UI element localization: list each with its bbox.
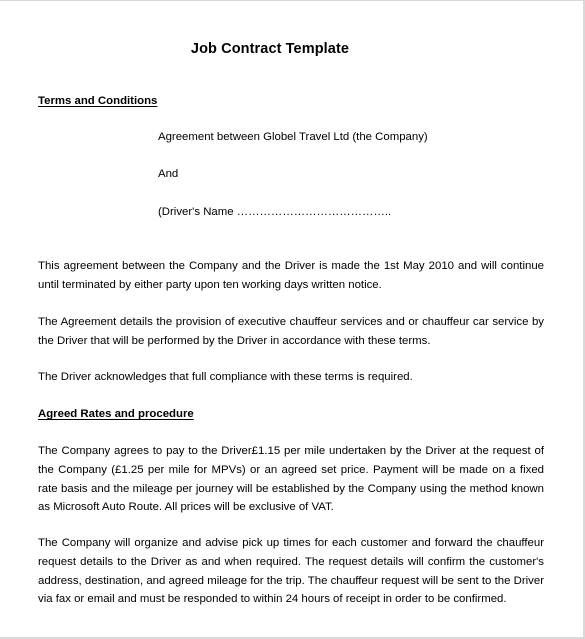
rates-heading: Agreed Rates and procedure xyxy=(38,408,194,420)
agreement-line: Agreement between Globel Travel Ltd (the Company) xyxy=(158,131,428,143)
and-line: And xyxy=(158,168,179,180)
paragraph-payment: The Company agrees to pay to the Driver£1.15 per mile undertaken by the Driver at the request of the Company (£1.25 per mile for MPVs) or an agreed set price. Payment will be made on a fixed rate basis and the mileage per journey will be established by the Company using the method known as Microsoft Auto Route. All prices will be exclusive of VAT. xyxy=(38,445,544,514)
terms-heading: Terms and Conditions xyxy=(38,95,158,107)
paragraph-compliance: The Driver acknowledges that full compliance with these terms is required. xyxy=(38,371,413,383)
paragraph-agreement-term: This agreement between the Company and the Driver is made the 1st May 2010 and will continue until terminated by either party upon ten working days written notice. xyxy=(38,260,544,291)
paragraph-pickup-procedure: The Company will organize and advise pick up times for each customer and forward the chauffeur request details to the Driver as and when required. The request details will confirm the customer's address, destination, and agreed mileage for the trip. The chauffeur request will be sent to the Driver via fax or email and must be responded to within 24 hours of receipt in order to be confirmed. xyxy=(38,537,544,606)
driver-name-line: (Driver's Name ………………………………….. xyxy=(158,206,392,218)
paragraph-service-details: The Agreement details the provision of executive chauffeur services and or chauffeur car service by the Driver that will be performed by the Driver in accordance with these terms. xyxy=(38,316,544,347)
document-title: Job Contract Template xyxy=(190,41,350,57)
